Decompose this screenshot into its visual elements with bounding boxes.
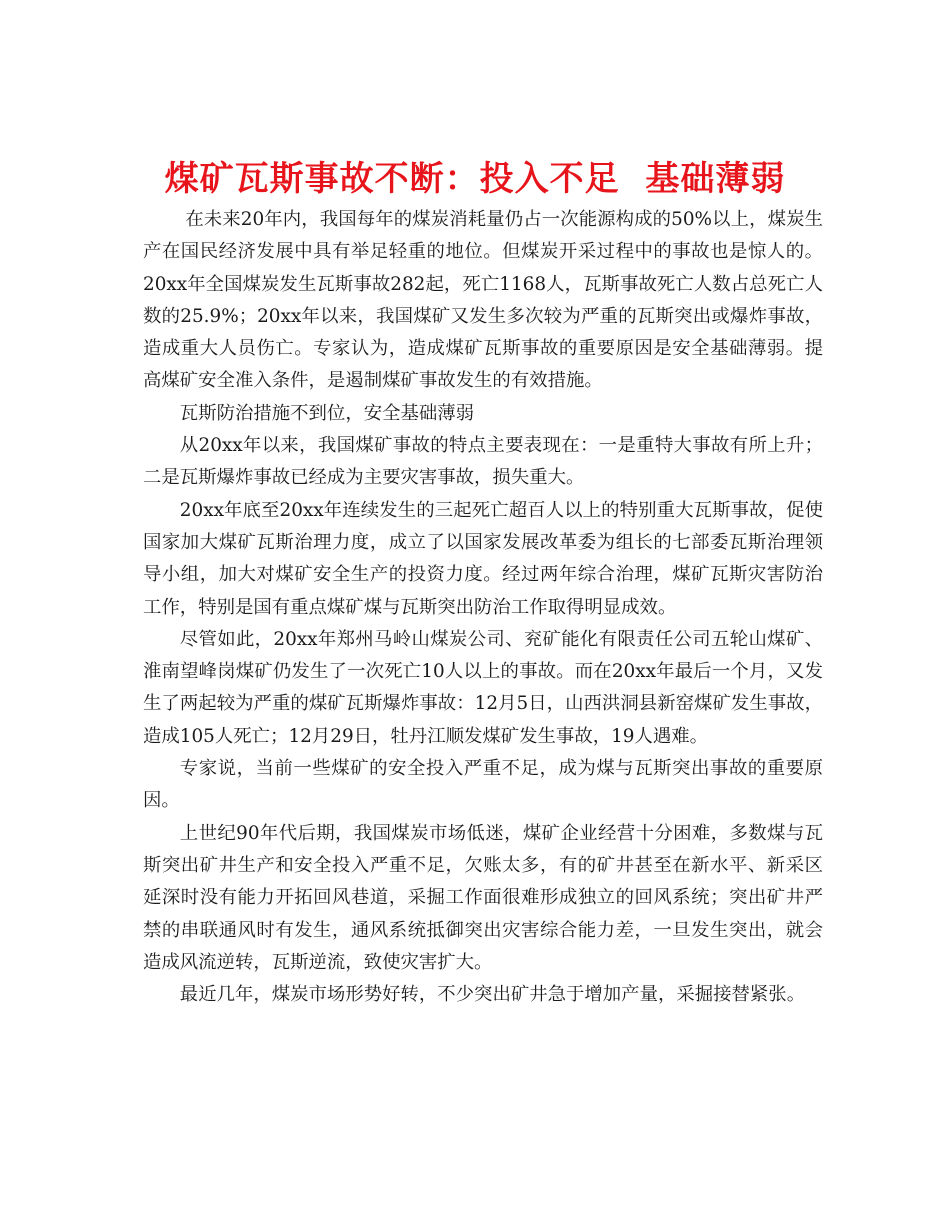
paragraph: 上世纪90年代后期，我国煤炭市场低迷，煤矿企业经营十分困难，多数煤与瓦斯突出矿井生产和安全投入严重不足，欠账太多，有的矿井甚至在新水平、新采区延深时没有能力开拓回风巷道，采掘工作面很难形成独立的回风系统；突出矿井严禁的串联通风时有发生，通风系统抵御突出灾害综合能力差，一旦发生突出，就会造成风流逆转，瓦斯逆流，致使灾害扩大。 bbox=[143, 822, 823, 973]
paragraph: 专家说，当前一些煤矿的安全投入严重不足，成为煤与瓦斯突出事故的重要原因。 bbox=[143, 758, 823, 812]
paragraph: 从20xx年以来，我国煤矿事故的特点主要表现在：一是重特大事故有所上升；二是瓦斯爆炸事故已经成为主要灾害事故，损失重大。 bbox=[143, 435, 823, 489]
paragraph: 最近几年，煤炭市场形势好转，不少突出矿井急于增加产量，采掘接替紧张。 bbox=[179, 984, 806, 1006]
paragraph: 尽管如此，20xx年郑州马岭山煤炭公司、兖矿能化有限责任公司五轮山煤矿、淮南望峰岗煤矿仍发生了一次死亡10人以上的事故。而在20xx年最后一个月，又发生了两起较为严重的煤矿瓦斯爆炸事故：12月5日，山西洪洞县新窑煤矿发生事故，造成105人死亡；12月29日，牡丹江顺发煤矿发生事故，19人遇难。 bbox=[143, 628, 823, 747]
paragraph: 20xx年底至20xx年连续发生的三起死亡超百人以上的特别重大瓦斯事故，促使国家加大煤矿瓦斯治理力度，成立了以国家发展改革委为组长的七部委瓦斯治理领导小组，加大对煤矿安全生产的投资力度。经过两年综合治理，煤矿瓦斯灾害防治工作，特别是国有重点煤矿煤与瓦斯突出防治工作取得明显成效。 bbox=[143, 499, 823, 618]
document-title: 煤矿瓦斯事故不断：投入不足 基础薄弱 bbox=[164, 158, 786, 199]
paragraph: 在未来20年内，我国每年的煤炭消耗量仍占一次能源构成的50%以上，煤炭生产在国民经济发展中具有举足轻重的地位。但煤炭开采过程中的事故也是惊人的。20xx年全国煤炭发生瓦斯事故282起，死亡1168人，瓦斯事故死亡人数占总死亡人数的25.9%；20xx年以来，我国煤矿又发生多次较为严重的瓦斯突出或爆炸事故，造成重大人员伤亡。专家认为，造成煤矿瓦斯事故的重要原因是安全基础薄弱。提高煤矿安全准入条件，是遏制煤矿事故发生的有效措施。 bbox=[143, 209, 823, 392]
document-body bbox=[143, 204, 823, 1011]
section-heading: 瓦斯防治措施不到位，安全基础薄弱 bbox=[179, 402, 475, 424]
